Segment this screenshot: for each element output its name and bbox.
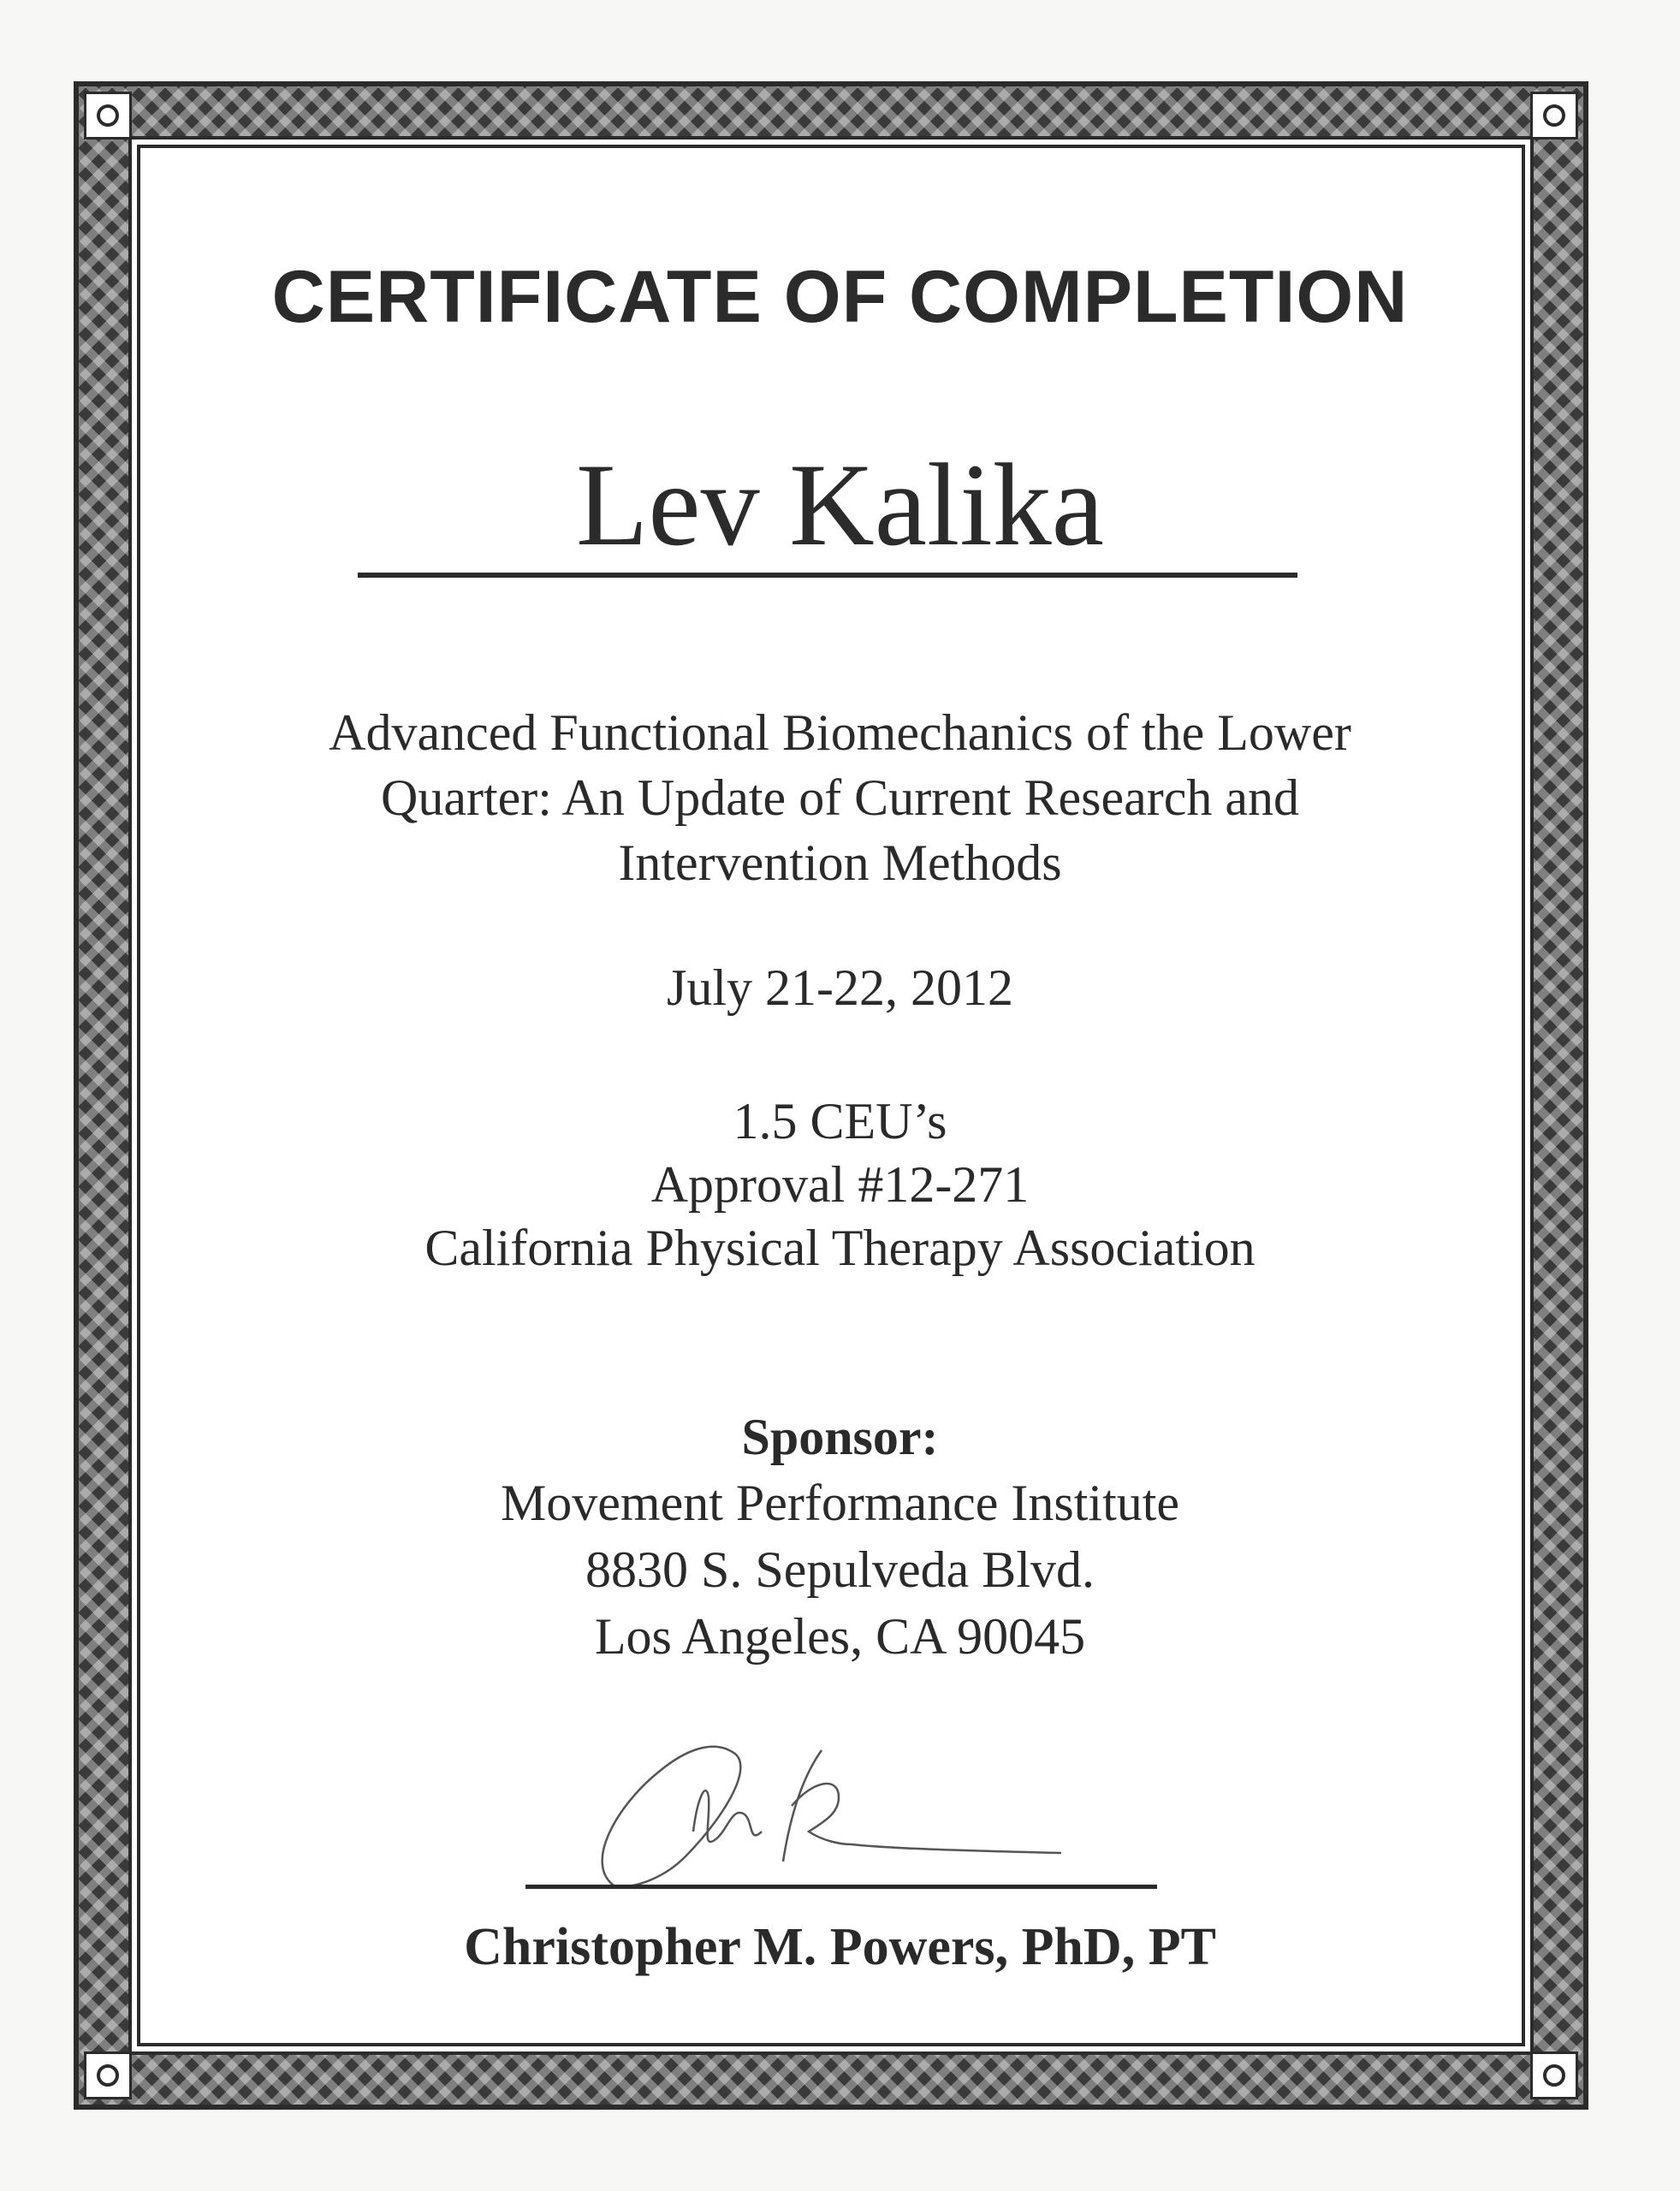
signature-icon — [565, 1703, 1078, 1909]
sponsor-name: Movement Performance Institute — [500, 1475, 1180, 1531]
recipient-underline — [358, 573, 1297, 578]
course-date: July 21-22, 2012 — [667, 959, 1013, 1016]
course-title-line: Intervention Methods — [618, 834, 1062, 891]
course-title-line: Advanced Functional Biomechanics of the Lower — [329, 704, 1351, 761]
sponsor-address-street: 8830 S. Sepulveda Blvd. — [585, 1541, 1095, 1598]
signer-name: Christopher M. Powers, PhD, PT — [464, 1918, 1216, 1976]
certificate-title: CERTIFICATE OF COMPLETION — [271, 256, 1409, 338]
ceu-credits: 1.5 CEU’s — [733, 1093, 947, 1149]
sponsor-label: Sponsor: — [741, 1409, 939, 1465]
course-title-line: Quarter: An Update of Current Research and — [381, 769, 1299, 826]
approval-number: Approval #12-271 — [650, 1156, 1030, 1213]
signature-line — [525, 1885, 1157, 1889]
recipient-name: Lev Kalika — [576, 439, 1104, 570]
sponsor-address-city: Los Angeles, CA 90045 — [594, 1608, 1086, 1665]
approving-association: California Physical Therapy Association — [424, 1220, 1256, 1276]
